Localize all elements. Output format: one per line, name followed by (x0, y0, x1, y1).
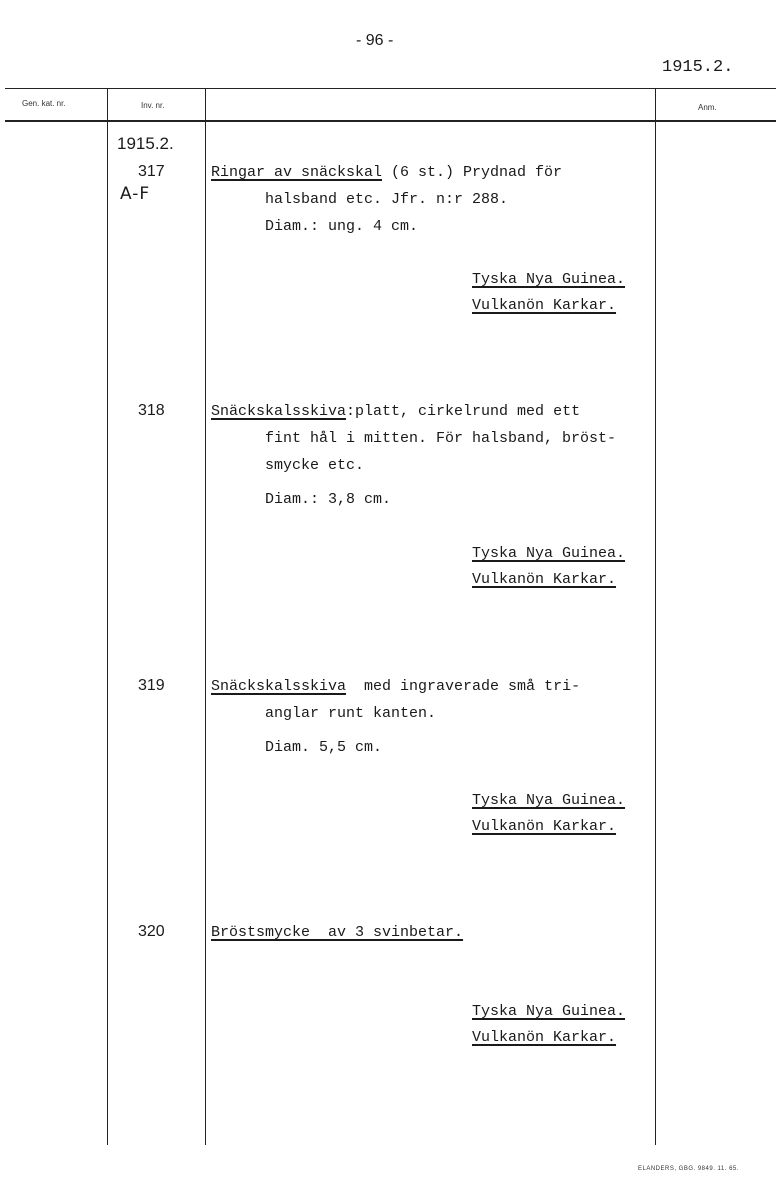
entry-318-desc3: smycke etc. (265, 457, 365, 474)
entry-318-place2: Vulkanön Karkar. (472, 571, 617, 588)
year-code-top: 1915.2. (662, 58, 734, 77)
entry-319-line1 (211, 678, 580, 695)
column-rule-gen-inv (107, 88, 108, 1145)
inv-number-320: 320 (138, 923, 165, 940)
entry-318-desc1: :platt, cirkelrund med ett (346, 403, 581, 420)
printer-imprint: ELANDERS, GBG. 9849. 11. 65. (638, 1166, 739, 1172)
entry-317-line1 (211, 164, 562, 181)
entry-319-desc1: med ingraverade små tri- (346, 678, 581, 695)
entry-318-place1: Tyska Nya Guinea. (472, 545, 626, 562)
ledger-year-code: 1915.2. (117, 134, 174, 153)
entry-318-desc2: fint hål i mitten. För halsband, bröst- (265, 430, 617, 447)
entry-319-desc3: Diam. 5,5 cm. (265, 739, 383, 756)
entry-319-place2: Vulkanön Karkar. (472, 818, 617, 835)
entry-320-place2: Vulkanön Karkar. (472, 1029, 617, 1046)
page-number: - 96 - (356, 32, 394, 49)
column-rule-desc-anm (655, 88, 656, 1145)
entry-317-desc3: Diam.: ung. 4 cm. (265, 218, 419, 235)
entry-318-desc4: Diam.: 3,8 cm. (265, 491, 392, 508)
entry-320-place1: Tyska Nya Guinea. (472, 1003, 626, 1020)
column-header-anm: Anm. (698, 103, 717, 112)
entry-318-line1 (211, 403, 580, 420)
inv-sub-range: A-F (120, 184, 151, 204)
column-rule-inv-desc (205, 88, 206, 1145)
entry-317-desc1: (6 st.) Prydnad för (382, 164, 563, 181)
entry-317-desc2: halsband etc. Jfr. n:r 288. (265, 191, 509, 208)
header-top-rule (5, 88, 776, 89)
entry-317-place1: Tyska Nya Guinea. (472, 271, 626, 288)
column-header-gen-kat-nr: Gen. kat. nr. (22, 99, 66, 108)
entry-319-title: Snäckskalsskiva (211, 678, 347, 695)
inv-number-317: 317 (138, 163, 165, 180)
inv-number-319: 319 (138, 677, 165, 694)
inv-number-318: 318 (138, 402, 165, 419)
entry-319-place1: Tyska Nya Guinea. (472, 792, 626, 809)
header-bottom-rule (5, 120, 776, 122)
entry-317-place2: Vulkanön Karkar. (472, 297, 617, 314)
entry-318-title: Snäckskalsskiva (211, 403, 347, 420)
column-header-inv-nr: Inv. nr. (141, 101, 165, 110)
entry-319-desc2: anglar runt kanten. (265, 705, 437, 722)
entry-320-title: Bröstsmycke av 3 svinbetar. (211, 924, 464, 941)
entry-317-title: Ringar av snäckskal (211, 164, 383, 181)
